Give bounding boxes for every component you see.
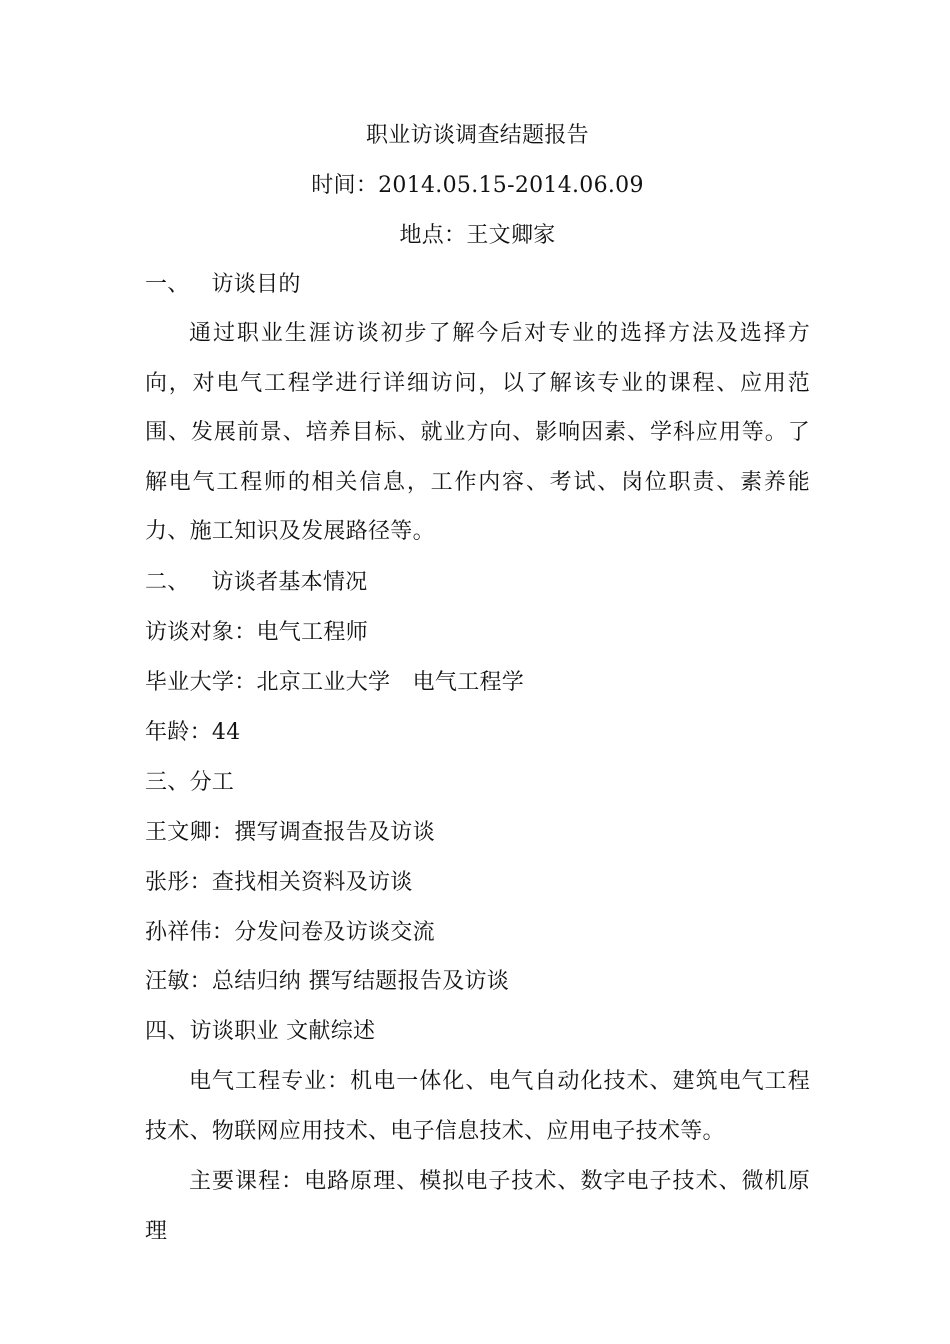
- graduate-university: 毕业大学：北京工业大学 电气工程学: [145, 670, 525, 695]
- interview-subject: 访谈对象：电气工程师: [145, 620, 369, 645]
- section4-paragraph-majors: 电气工程专业：机电一体化、电气自动化技术、建筑电气工程技术、物联网应用技术、电子信息技术、应用电子技术等。: [145, 1069, 810, 1144]
- section3-heading: 三、分工: [145, 770, 235, 795]
- section1-paragraph: 通过职业生涯访谈初步了解今后对专业的选择方法及选择方向，对电气工程学进行详细访问，以了解该专业的课程、应用范围、发展前景、培养目标、就业方向、影响因素、学科应用等。了解电气工程师的相关信息，工作内容、考试、岗位职责、素养能力、施工知识及发展路径等。: [145, 321, 810, 544]
- section1-heading: 一、 访谈目的: [145, 272, 301, 297]
- division-item: 孙祥伟：分发问卷及访谈交流: [145, 920, 435, 945]
- time-line: 时间：2014.05.15-2014.06.09: [311, 173, 644, 198]
- division-item: 汪敏：总结归纳 撰写结题报告及访谈: [145, 969, 510, 994]
- document-title: 职业访谈调查结题报告: [365, 123, 589, 148]
- section2-heading: 二、 访谈者基本情况: [145, 570, 368, 595]
- subject-age: 年龄：44: [145, 720, 241, 745]
- section4-heading: 四、访谈职业 文献综述: [145, 1019, 376, 1044]
- place-line: 地点：王文卿家: [399, 223, 556, 248]
- division-item: 张彤：查找相关资料及访谈: [145, 870, 413, 895]
- division-item: 王文卿：撰写调查报告及访谈: [145, 820, 435, 845]
- section4-paragraph-courses: 主要课程：电路原理、模拟电子技术、数字电子技术、微机原理: [145, 1169, 810, 1244]
